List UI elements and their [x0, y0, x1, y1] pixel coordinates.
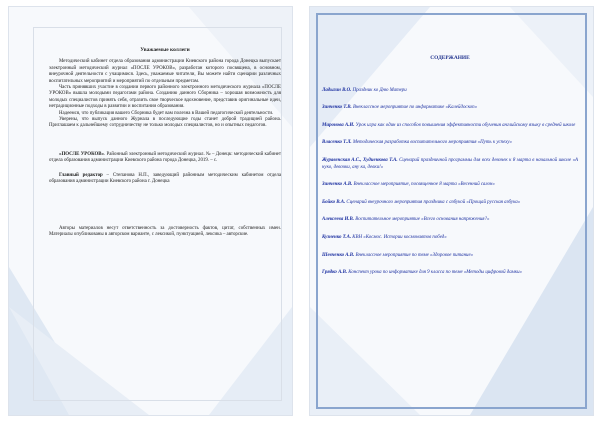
- toc-item[interactable]: [322, 253, 578, 260]
- toc-author: Бойко В.А.: [322, 199, 346, 205]
- toc-item[interactable]: [322, 217, 578, 224]
- toc-text: Конспект урока по информатике для 9 класса по теме «Методы цифровой дамки»: [347, 270, 522, 276]
- paragraph: Часть принявших участие в создании первого районного электронного методического журнала «ПОСЛЕ УРОКОВ» вышла молодыми педагогами района. Созданию данного Сборника – хорошая возможность для молодых специалистов принять себя, отразить свое творческое вдохновение, представив оригинальные идеи, нетрадиционные подходы в развитии и воспитании образования.: [49, 85, 281, 110]
- toc-text: Воспитательное мероприятие «Всего основания напряжения?»: [354, 217, 490, 223]
- toc-text: Методическая разработка воспитательного мероприятия «Путь к успеху»: [351, 140, 513, 146]
- toc-text: Урок игра как один из способов повышения эффективности обучения английскому языку в средней школе: [354, 122, 576, 128]
- toc-text: Сценарий внеурочного мероприятия праздника с азбукой «Прощай русская азбука»: [345, 199, 521, 205]
- toc-author: Грядко А.В.: [322, 270, 348, 276]
- toc-item[interactable]: [322, 235, 578, 242]
- toc-item[interactable]: [322, 140, 578, 147]
- toc-author: Власенко Т.Л.: [322, 140, 352, 146]
- toc-item[interactable]: [322, 88, 578, 95]
- toc-item[interactable]: [322, 105, 578, 112]
- editor-line: [49, 173, 281, 186]
- toc-text: Внеклассное мероприятие по информатике «Калейдоскоп»: [351, 105, 478, 111]
- toc-text: Внеклассное мероприятие, посвященное 8 марта «Весенний салон»: [352, 182, 495, 188]
- imprint-text: . Районный электронный методический журнал. № – Донецк: методический кабинет отдела образования администрации Киевского района города Донецка, 2019. – с.: [49, 151, 281, 164]
- toc-item[interactable]: [322, 158, 578, 171]
- toc-title: СОДЕРЖАНИЕ: [430, 55, 470, 61]
- toc-text: Внеклассное мероприятие по теме «Здоровое питание»: [354, 252, 474, 258]
- toc-item[interactable]: [322, 182, 578, 189]
- intro-text: [49, 47, 281, 238]
- left-page: [8, 6, 293, 416]
- toc-item[interactable]: [322, 270, 578, 277]
- toc-item[interactable]: [322, 200, 578, 207]
- imprint: [49, 152, 281, 165]
- toc-text: КВН «Космос. Истории космонавтов побед»: [351, 234, 447, 240]
- paragraph: Надеемся, что публикация вашего Сборника будет вам полезна в Вашей педагогической деятельности.: [59, 110, 274, 116]
- toc-text: Праздник ко Дню Матери: [351, 87, 407, 93]
- disclaimer: Авторы материалов несут ответственность за достоверность фактов, цитат, собственных имен. Материалы опубликованы в авторском варианте, с лексикой, пунктуацией, лексика – авторские.: [49, 225, 281, 237]
- toc-text: Сценарий праздничной программы для всех девочек к 8 марта в начальной школе «А нуко, девочки, ану ка, девки!»: [322, 157, 579, 170]
- editor-label: Главный редактор: [59, 172, 103, 178]
- editor-text: – Степанова Н.П., заведующий районным методическим кабинетом отдела образования администрации Киевского района г. Донецка: [49, 172, 281, 185]
- paragraph: Методический кабинет отдела образования администрации Киевского района города Донецка выпускает электронный методический журнал «ПОСЛЕ УРОКОВ», разработан которого посвящена, в основном, внеурочной деятельности с учащимися. Здесь, уважаемые читатели, Вы можете найти сценарии различных воспитательных мероприятий и мероприятий по отдельным предметам.: [49, 59, 281, 84]
- toc-author: Ладыгин В.О.: [322, 87, 352, 93]
- toc-author: Зинченко Т.В.: [322, 105, 352, 111]
- imprint-title: «ПОСЛЕ УРОКОВ»: [59, 151, 105, 157]
- right-page: [309, 6, 594, 416]
- toc-author: Миронова А.И.: [322, 122, 355, 128]
- toc-author: Алексеева И.В.: [322, 217, 355, 223]
- toc-author: Журавенская А.С., Худиенкова Т.А.: [322, 157, 398, 163]
- table-of-contents: [322, 55, 578, 288]
- toc-author: Зинченко А.В.: [322, 182, 353, 188]
- paragraph: Уверены, что выпуск данного Журнала в последующие годы станет доброй традицией района. Приглашаем к дальнейшему сотрудничеству не только молодых специалистов, но и опытных педагогов.: [49, 117, 281, 129]
- toc-author: Шевченко А.В.: [322, 252, 355, 258]
- toc-item[interactable]: [322, 123, 578, 130]
- greeting-heading: Уважаемые коллеги: [140, 47, 190, 53]
- toc-author: Кузненко Т.А.: [322, 234, 352, 240]
